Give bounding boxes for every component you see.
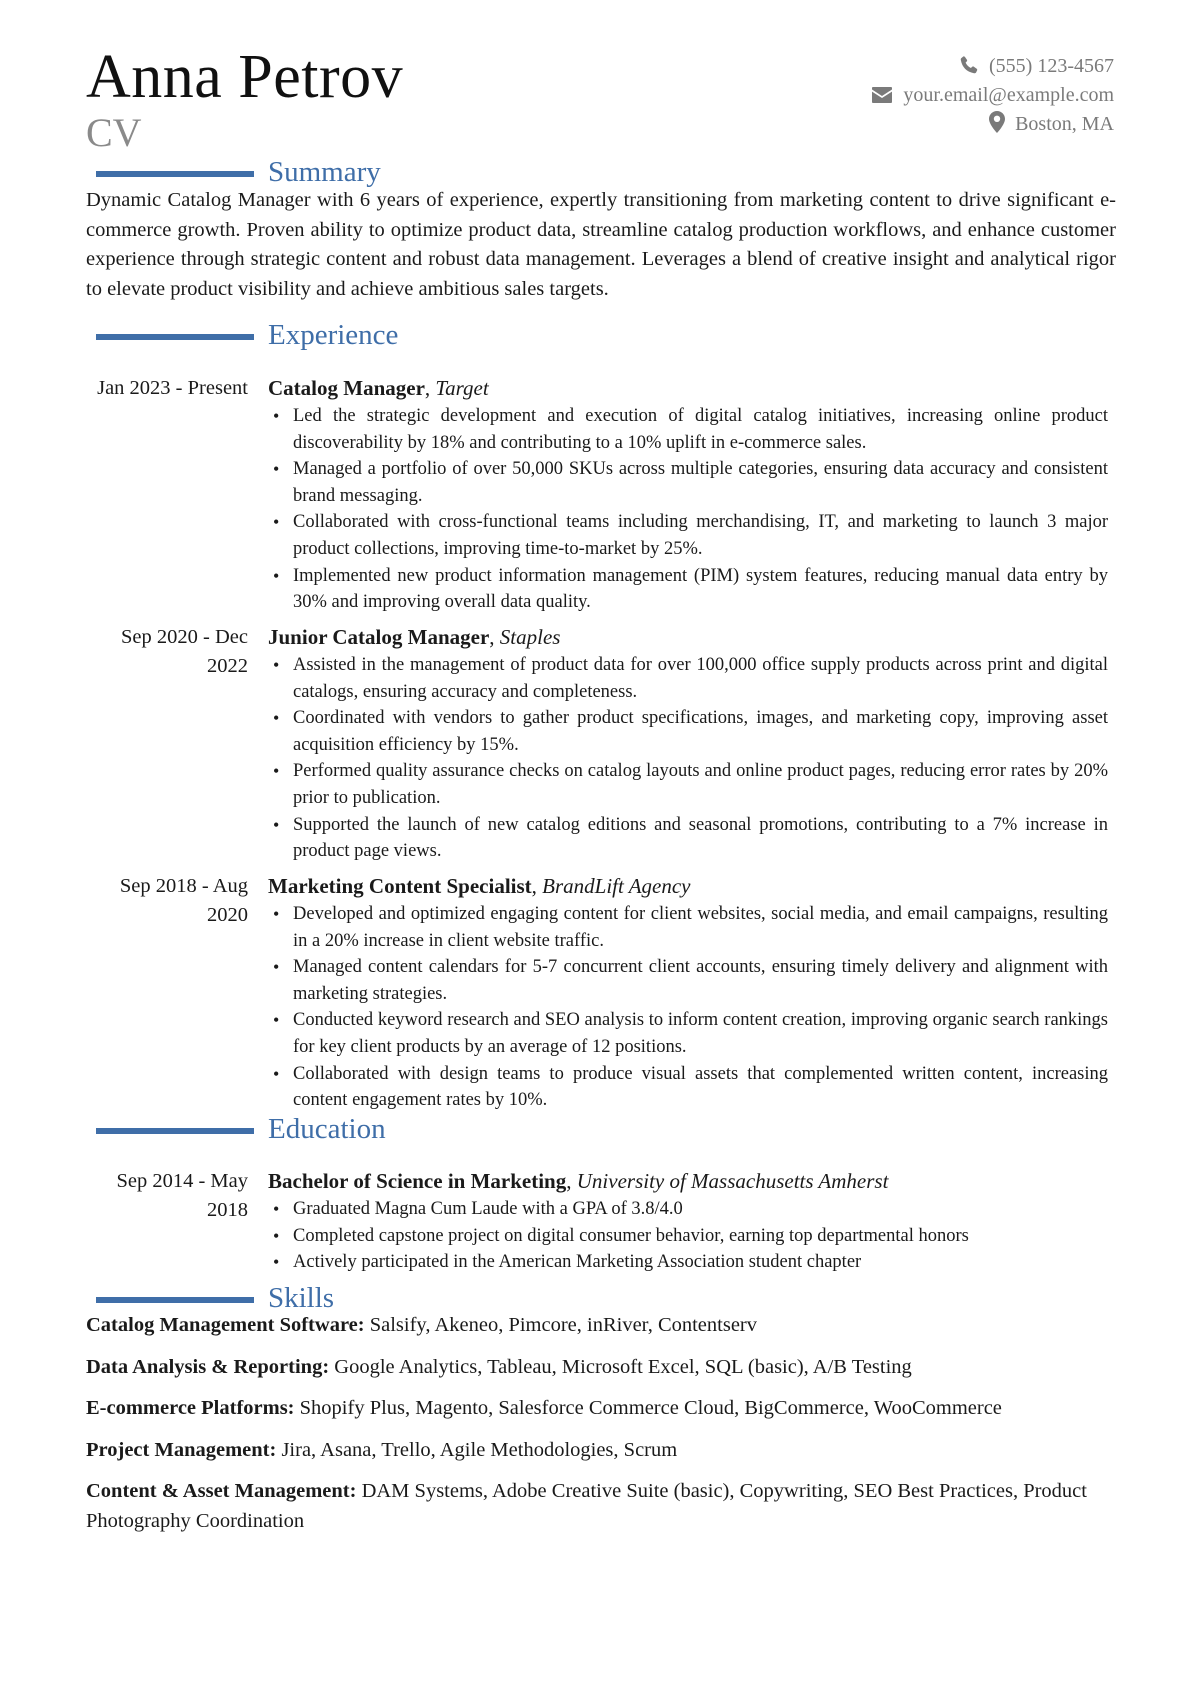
skill-row — [86, 1477, 1116, 1536]
education-section-header — [86, 1115, 1116, 1145]
map-pin-icon — [989, 111, 1005, 133]
skill-category: Content & Asset Management: — [86, 1480, 357, 1502]
bullet-list — [268, 1196, 1108, 1276]
list-item: • Implemented new product information management (PIM) system features, reducing manual data entry by 30% and improving overall data quality. — [268, 563, 1108, 616]
entry-title: Bachelor of Science in Marketing, University of Massachusetts Amherst — [268, 1169, 889, 1193]
skill-category: Data Analysis & Reporting: — [86, 1355, 330, 1378]
experience-section-header — [86, 321, 1116, 351]
location-text: Boston, MA — [1015, 113, 1114, 135]
skills-section-header — [86, 1284, 1116, 1314]
list-item: • Developed and optimized engaging content for client websites, social media, and email campaigns, resulting in a 20% increase in client website traffic. — [268, 901, 1108, 954]
list-item: • Led the strategic development and execution of digital catalog initiatives, increasing online product discoverability by 18% and contributing to a 10% uplift in e-commerce sales. — [268, 403, 1108, 456]
section-accent-bar — [96, 1297, 254, 1303]
skill-row — [86, 1394, 1116, 1424]
list-item: • Managed content calendars for 5-7 concurrent client accounts, ensuring timely delivery and alignment with marketing strategies. — [268, 954, 1108, 1007]
entry-date: Sep 2014 - May 2018 — [116, 1170, 248, 1221]
summary-section-header — [86, 158, 1116, 188]
entry-date: Jan 2023 - Present — [97, 377, 248, 399]
degree: Bachelor of Science in Marketing — [268, 1169, 567, 1193]
skill-row — [86, 1436, 1116, 1466]
skill-category: Catalog Management Software: — [86, 1314, 365, 1336]
entry-body — [268, 623, 1108, 865]
entry-title: Marketing Content Specialist, BrandLift Agency — [268, 874, 691, 898]
entry-title: Junior Catalog Manager, Staples — [268, 625, 561, 649]
list-item: • Coordinated with vendors to gather product specifications, images, and marketing copy, improving asset acquisition efficiency by 15%. — [268, 705, 1108, 758]
section-title-skills: Skills — [268, 1282, 335, 1314]
envelope-icon — [871, 86, 893, 104]
skill-items: Salsify, Akeneo, Pimcore, inRiver, Contentserv — [369, 1314, 758, 1336]
entry-date: Sep 2020 - Dec 2022 — [121, 626, 248, 677]
skill-row — [86, 1311, 1116, 1341]
skill-items: DAM Systems, Adobe Creative Suite (basic), Copywriting, SEO Best Practices, Product Photography Coordination — [86, 1480, 1087, 1532]
employer: Target — [435, 376, 489, 400]
section-accent-bar — [96, 334, 254, 340]
skill-category: Project Management: — [86, 1438, 277, 1461]
skill-items: Google Analytics, Tableau, Microsoft Excel, SQL (basic), A/B Testing — [334, 1355, 912, 1378]
section-accent-bar — [96, 171, 254, 177]
section-title-experience: Experience — [268, 319, 399, 351]
document-subtitle: CV — [86, 110, 142, 155]
job-title: Catalog Manager — [268, 376, 425, 400]
skill-row — [86, 1353, 1116, 1383]
skill-items: Shopify Plus, Magento, Salesforce Commerce Cloud, BigCommerce, WooCommerce — [299, 1397, 1002, 1419]
bullet-list — [268, 652, 1108, 865]
contact-block — [871, 52, 1114, 139]
section-title-summary: Summary — [268, 156, 381, 188]
contact-email — [871, 81, 1114, 110]
list-item: • Collaborated with design teams to produce visual assets that complemented written content, increasing content engagement rates by 10%. — [268, 1061, 1108, 1114]
entry-body — [268, 872, 1108, 1114]
entry-title: Catalog Manager, Target — [268, 376, 489, 400]
skills-list — [86, 1311, 1116, 1548]
contact-phone — [871, 52, 1114, 81]
entry-body — [268, 374, 1108, 616]
list-item: • Managed a portfolio of over 50,000 SKUs across multiple categories, ensuring data accuracy and consistent brand messaging. — [268, 456, 1108, 509]
phone-icon — [959, 55, 979, 75]
summary-text: Dynamic Catalog Manager with 6 years of experience, expertly transitioning from marketing content to drive significant e-commerce growth. Proven ability to optimize product data, streamline catalog production workflows, and enhance customer experience through strategic content and robust data management. Leverages a blend of creative insight and analytical rigor to elevate product visibility and achieve ambitious sales targets. — [86, 189, 1116, 300]
contact-location — [871, 110, 1114, 139]
institution: University of Massachusetts Amherst — [576, 1169, 889, 1193]
list-item: • Completed capstone project on digital consumer behavior, earning top departmental honors — [268, 1223, 1108, 1250]
employer: Staples — [499, 625, 561, 649]
skill-items: Jira, Asana, Trello, Agile Methodologies, Scrum — [281, 1438, 678, 1461]
email-address[interactable]: your.email@example.com — [903, 84, 1114, 106]
candidate-name: Anna Petrov — [86, 43, 404, 111]
list-item: • Collaborated with cross-functional teams including merchandising, IT, and marketing to launch 3 major product collections, improving time-to-market by 25%. — [268, 509, 1108, 562]
job-title: Junior Catalog Manager — [268, 625, 490, 649]
list-item: • Graduated Magna Cum Laude with a GPA of 3.8/4.0 — [268, 1196, 1108, 1223]
bullet-list — [268, 901, 1108, 1114]
skill-category: E-commerce Platforms: — [86, 1397, 295, 1419]
entry-body — [268, 1167, 1108, 1276]
job-title: Marketing Content Specialist — [268, 874, 532, 898]
section-accent-bar — [96, 1128, 254, 1134]
section-title-education: Education — [268, 1113, 386, 1145]
entry-date: Sep 2018 - Aug 2020 — [119, 875, 248, 926]
list-item: • Supported the launch of new catalog editions and seasonal promotions, contributing to a 7% increase in product page views. — [268, 812, 1108, 865]
bullet-list — [268, 403, 1108, 616]
phone-number[interactable]: (555) 123-4567 — [989, 55, 1114, 77]
employer: BrandLift Agency — [542, 874, 691, 898]
list-item: • Assisted in the management of product data for over 100,000 office supply products across print and digital catalogs, ensuring accuracy and completeness. — [268, 652, 1108, 705]
list-item: • Conducted keyword research and SEO analysis to inform content creation, improving organic search rankings for key client products by an average of 12 positions. — [268, 1007, 1108, 1060]
list-item: • Performed quality assurance checks on catalog layouts and online product pages, reducing error rates by 20% prior to publication. — [268, 758, 1108, 811]
list-item: • Actively participated in the American Marketing Association student chapter — [268, 1249, 1108, 1276]
